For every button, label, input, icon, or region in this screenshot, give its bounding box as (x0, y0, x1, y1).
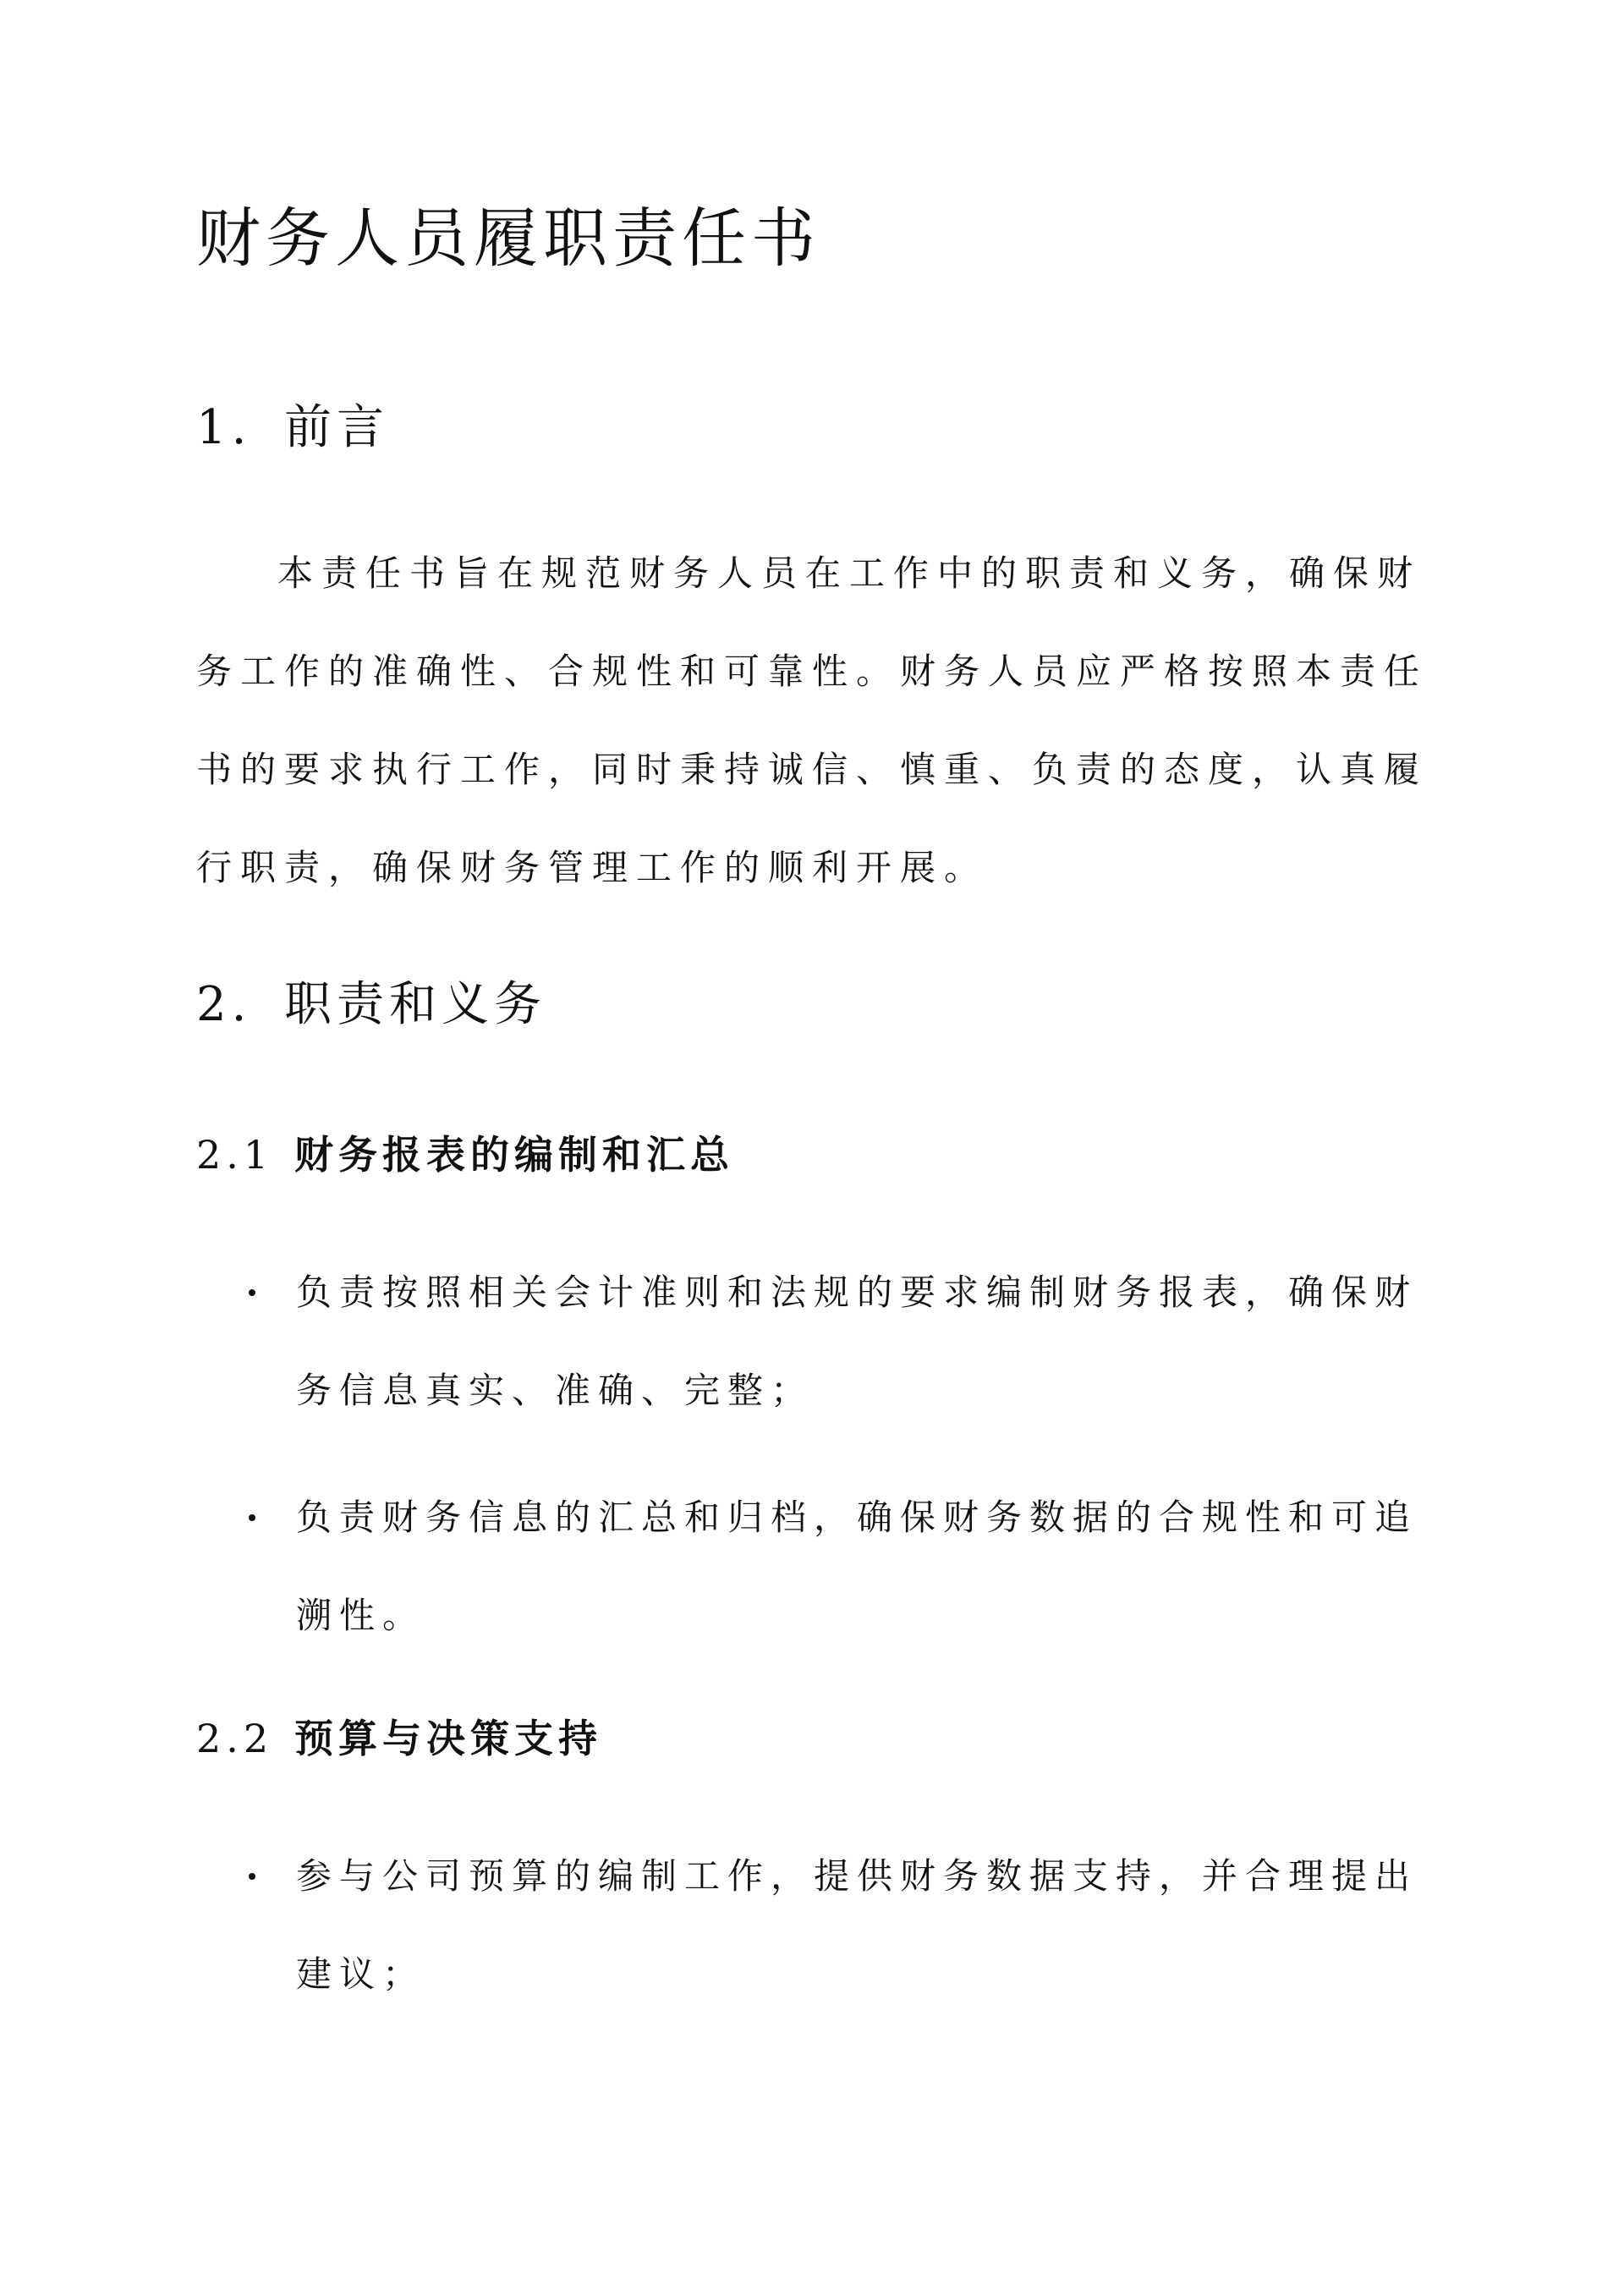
section-number: 1. (196, 400, 252, 455)
list-item-text: 负责财务信息的汇总和归档，确保财务数据的合规性和可追溯性。 (296, 1497, 1418, 1636)
preface-paragraph: 本责任书旨在规范财务人员在工作中的职责和义务，确保财务工作的准确性、合规性和可靠性。财务人员应严格按照本责任书的要求执行工作，同时秉持诚信、慎重、负责的态度，认真履行职责，确保财务管理工作的顺利开展。 (196, 552, 1429, 888)
list-item-text: 参与公司预算的编制工作，提供财务数据支持，并合理提出建议； (296, 1855, 1418, 1995)
list-item-text: 负责按照相关会计准则和法规的要求编制财务报表，确保财务信息真实、准确、完整； (296, 1272, 1418, 1411)
section-title: 前言 (284, 400, 389, 455)
section-1-heading (196, 394, 389, 462)
document-title: 财务人员履职责任书 (196, 200, 820, 276)
subsection-number: 2.1 (196, 1132, 274, 1178)
subsection-title: 财务报表的编制和汇总 (294, 1132, 734, 1178)
list-item (196, 1244, 1431, 1440)
section-title: 职责和义务 (284, 977, 546, 1032)
subsection-title: 预算与决策支持 (294, 1716, 602, 1761)
subsection-number: 2.2 (196, 1716, 274, 1761)
subsection-2-2-list (196, 1827, 1431, 2052)
subsection-2-1-list (196, 1244, 1431, 1694)
section-2-heading (196, 971, 546, 1039)
list-item (196, 1469, 1431, 1665)
subsection-2-1-heading (196, 1125, 734, 1184)
bullet-icon (249, 1873, 255, 1880)
section-number: 2. (196, 977, 252, 1032)
bullet-icon (249, 1289, 255, 1296)
subsection-2-2-heading (196, 1709, 602, 1768)
list-item (196, 1827, 1431, 2024)
bullet-icon (249, 1514, 255, 1521)
